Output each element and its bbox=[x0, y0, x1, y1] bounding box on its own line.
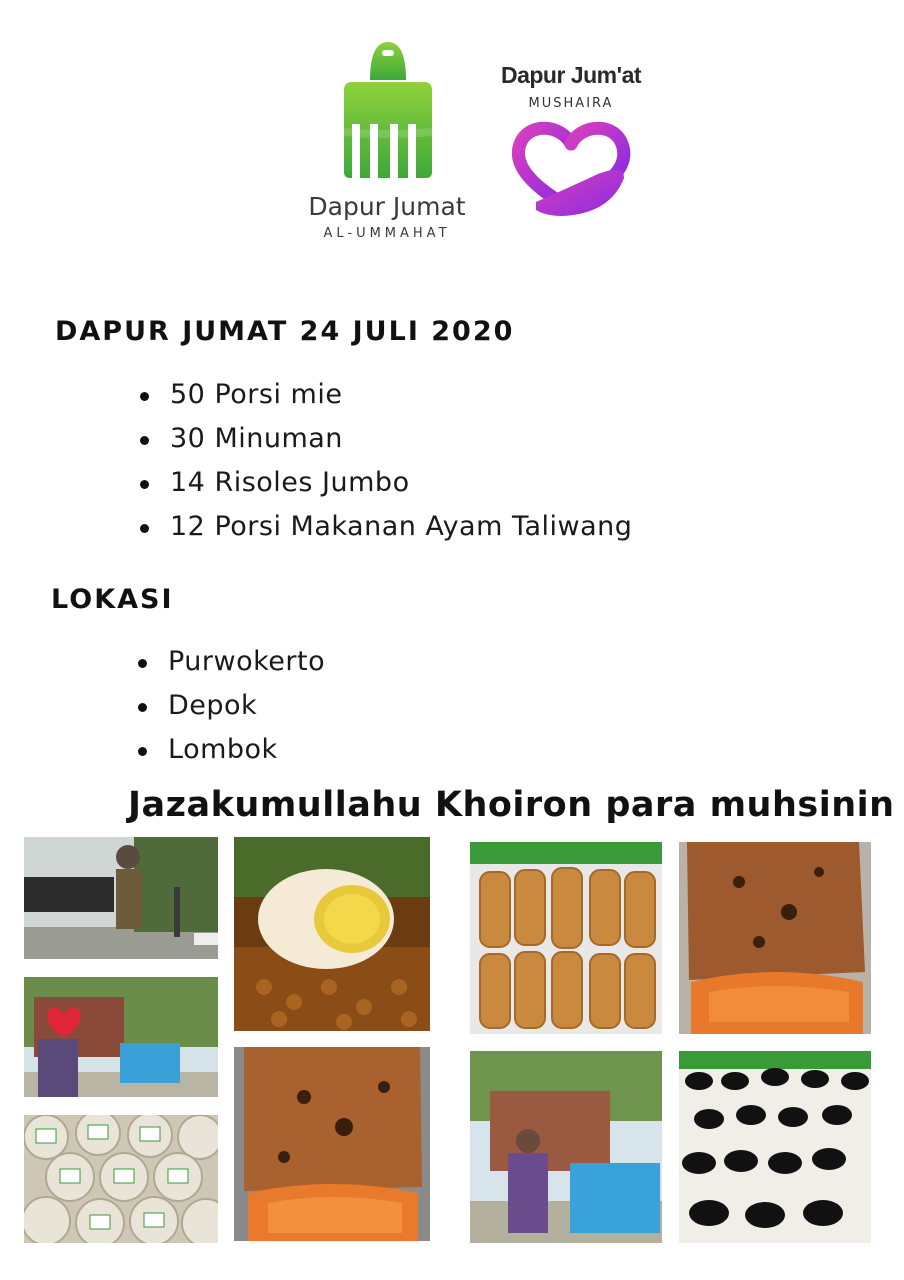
logo-left-name: Dapur Jumat bbox=[308, 192, 466, 221]
street-vendor-photo bbox=[24, 837, 218, 959]
list-item: 50 Porsi mie bbox=[140, 373, 632, 417]
dapur-jumat-logo bbox=[298, 40, 478, 245]
cart-heart-photo bbox=[24, 977, 218, 1097]
list-item: 12 Porsi Makanan Ayam Taliwang bbox=[140, 505, 632, 549]
list-item: 14 Risoles Jumbo bbox=[140, 461, 632, 505]
egg-rice-box-photo bbox=[234, 837, 430, 1031]
cart-vendor-photo bbox=[470, 1051, 662, 1243]
logo-right-name: Dapur Jum'at bbox=[500, 62, 642, 88]
risoles-photo bbox=[470, 842, 662, 1034]
food-containers-photo bbox=[24, 1115, 218, 1243]
heart-hand-icon bbox=[506, 118, 636, 223]
location-list bbox=[138, 640, 325, 772]
list-item: Lombok bbox=[138, 728, 325, 772]
thanks-text: Jazakumullahu Khoiron para muhsinin bbox=[128, 785, 895, 825]
menu-list bbox=[140, 373, 632, 549]
logo-right-subtitle: MUSHAIRA bbox=[528, 96, 614, 111]
list-item: Purwokerto bbox=[138, 640, 325, 684]
dapur-jumat-mushaira-logo bbox=[486, 60, 656, 230]
fork-icon bbox=[298, 40, 478, 190]
drink-bottles-photo bbox=[679, 1051, 871, 1243]
list-item: 30 Minuman bbox=[140, 417, 632, 461]
page-title: DAPUR JUMAT 24 JULI 2020 bbox=[55, 316, 515, 347]
grilled-chicken-photo bbox=[679, 842, 871, 1034]
list-item: Depok bbox=[138, 684, 325, 728]
location-heading: LOKASI bbox=[51, 584, 174, 615]
logo-left-subtitle: AL-UMMAHAT bbox=[323, 226, 451, 241]
grilled-chicken-sambal-photo bbox=[234, 1047, 430, 1241]
